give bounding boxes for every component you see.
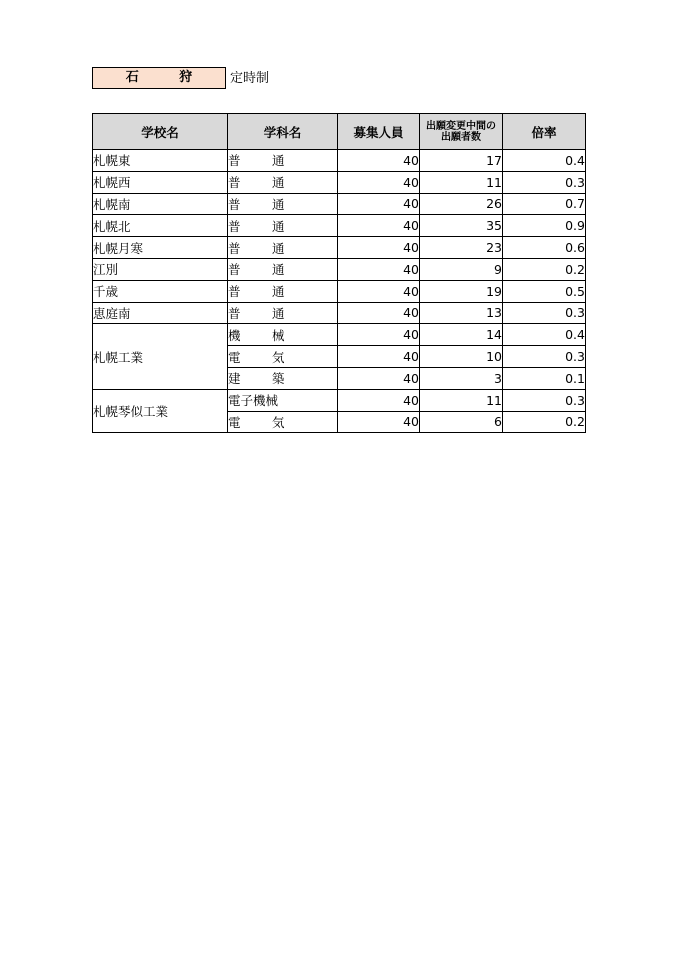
capacity-cell: 40 [338,171,420,193]
school-name: 恵庭南 [93,302,228,324]
capacity-cell: 40 [338,258,420,280]
ratio-cell: 0.3 [503,346,586,368]
course-name [228,411,338,433]
ratio-cell: 0.4 [503,150,586,172]
school-name: 札幌工業 [93,324,228,389]
school-name: 札幌西 [93,171,228,193]
school-name: 札幌月寒 [93,237,228,259]
table-row [93,237,586,259]
capacity-cell: 40 [338,237,420,259]
capacity-cell: 40 [338,346,420,368]
applicants-cell: 14 [420,324,503,346]
course-char-1: 普 [228,218,241,234]
course-name [228,367,338,389]
table-row [93,150,586,172]
course-char-2: 通 [272,218,285,234]
school-name: 江別 [93,258,228,280]
header-capacity: 募集人員 [338,114,420,150]
course-name [228,150,338,172]
applicants-cell: 9 [420,258,503,280]
course-char-1: 普 [228,175,241,191]
capacity-cell: 40 [338,150,420,172]
applicants-cell: 11 [420,171,503,193]
capacity-cell: 40 [338,389,420,411]
schools-table [92,113,586,433]
course-name [228,302,338,324]
course-char-1: 普 [228,305,241,321]
header-applicants [420,114,503,150]
table-row [93,171,586,193]
course-name [228,324,338,346]
course-name [228,171,338,193]
school-name: 千歳 [93,280,228,302]
course-char-2: 築 [272,371,285,387]
course-char-2: 通 [272,153,285,169]
table-row [93,324,586,346]
applicants-cell: 3 [420,367,503,389]
ratio-cell: 0.7 [503,193,586,215]
ratio-cell: 0.2 [503,411,586,433]
ratio-cell: 0.4 [503,324,586,346]
applicants-cell: 11 [420,389,503,411]
school-name: 札幌琴似工業 [93,389,228,433]
ratio-cell: 0.2 [503,258,586,280]
course-char-1: 建 [228,371,241,387]
course-char-2: 械 [272,327,285,343]
header-row [93,114,586,150]
ratio-cell: 0.1 [503,367,586,389]
course-char-1: 普 [228,262,241,278]
region-label: 石 狩 [92,67,226,89]
course-char-2: 通 [272,284,285,300]
table-row [93,302,586,324]
course-char-2: 通 [272,175,285,191]
ratio-cell: 0.6 [503,237,586,259]
header-school: 学校名 [93,114,228,150]
course-name [228,280,338,302]
school-name: 札幌北 [93,215,228,237]
course-char-2: 通 [272,240,285,256]
course-char-1: 普 [228,240,241,256]
school-name: 札幌南 [93,193,228,215]
applicants-cell: 23 [420,237,503,259]
table-row [93,193,586,215]
table-row [93,389,586,411]
applicants-cell: 26 [420,193,503,215]
capacity-cell: 40 [338,411,420,433]
course-char-1: 普 [228,284,241,300]
course-char-1: 電 [228,349,241,365]
course-char-1: 機 [228,327,241,343]
applicants-cell: 13 [420,302,503,324]
ratio-cell: 0.3 [503,171,586,193]
system-label: 定時制 [230,71,270,86]
applicants-cell: 35 [420,215,503,237]
course-char-1: 電 [228,414,241,430]
course-name [228,215,338,237]
table-row [93,280,586,302]
capacity-cell: 40 [338,280,420,302]
ratio-cell: 0.5 [503,280,586,302]
course-char-2: 通 [272,305,285,321]
course-char-2: 気 [272,414,285,430]
ratio-cell: 0.3 [503,389,586,411]
course-name [228,258,338,280]
header-course: 学科名 [228,114,338,150]
header-applicants-line2: 出願者数 [441,131,481,143]
capacity-cell: 40 [338,324,420,346]
course-char-2: 通 [272,262,285,278]
course-char-1: 普 [228,153,241,169]
ratio-cell: 0.3 [503,302,586,324]
applicants-cell: 17 [420,150,503,172]
course-name [228,193,338,215]
header-ratio: 倍率 [503,114,586,150]
course-char-1: 普 [228,196,241,212]
course-char-2: 通 [272,196,285,212]
ratio-cell: 0.9 [503,215,586,237]
header-applicants-line1: 出願変更中間の [426,120,496,132]
table-row [93,258,586,280]
course-char-2: 気 [272,349,285,365]
course-name [228,237,338,259]
school-name: 札幌東 [93,150,228,172]
table-row [93,215,586,237]
course-name: 電子機械 [228,389,338,411]
capacity-cell: 40 [338,193,420,215]
capacity-cell: 40 [338,302,420,324]
applicants-cell: 6 [420,411,503,433]
capacity-cell: 40 [338,215,420,237]
capacity-cell: 40 [338,367,420,389]
applicants-cell: 19 [420,280,503,302]
course-name [228,346,338,368]
applicants-cell: 10 [420,346,503,368]
